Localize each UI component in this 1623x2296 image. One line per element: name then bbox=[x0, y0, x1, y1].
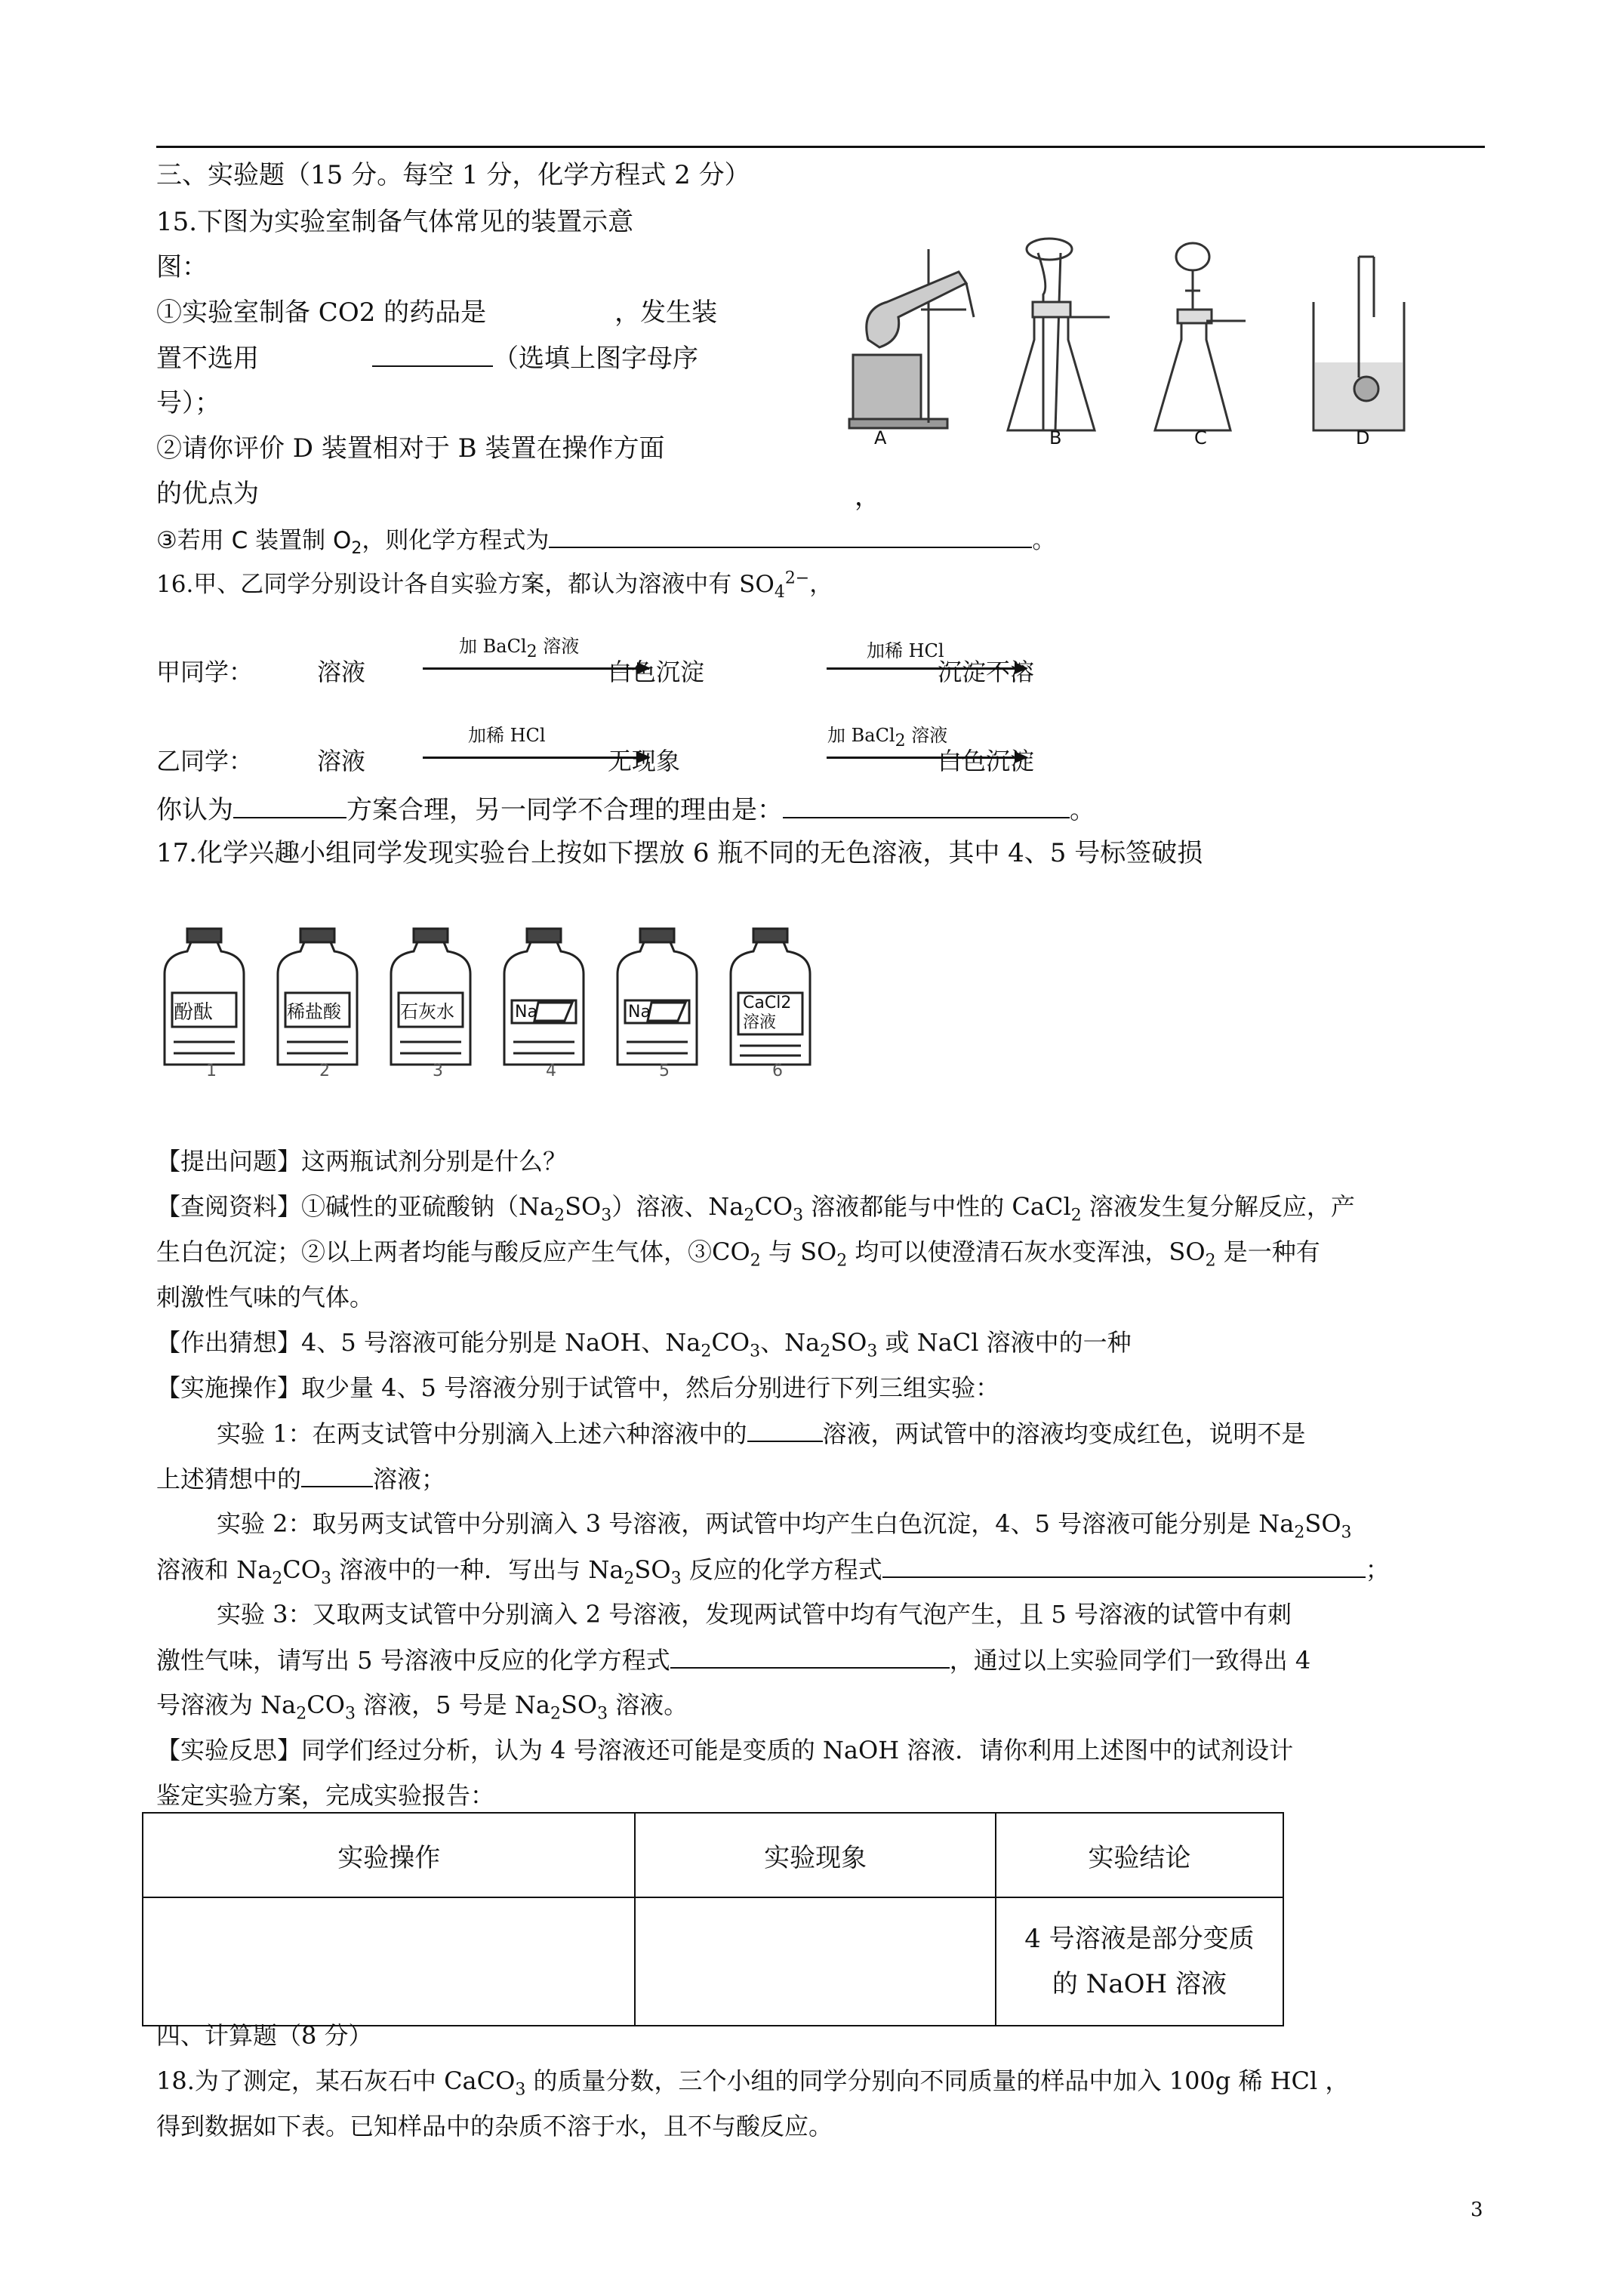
q15-line8: ③若用 C 装置制 $O_2$，则化学方程式为 。 bbox=[156, 524, 1055, 556]
exp2-blank-equation[interactable] bbox=[882, 1554, 1366, 1578]
yi-name: 乙同学： bbox=[156, 747, 254, 775]
q15-line3: ①实验室制备 CO2 的药品是 ，发生装 bbox=[156, 297, 718, 328]
q15-line2: 图： bbox=[156, 252, 208, 282]
bottle-5 bbox=[617, 929, 697, 1065]
apparatus-label-b: B bbox=[1049, 427, 1062, 448]
yi-mid: 无现象 bbox=[608, 747, 681, 775]
apparatus-label-c: C bbox=[1194, 427, 1207, 448]
q15-line6: ②请你评价 D 装置相对于 B 装置在操作方面 bbox=[156, 433, 665, 464]
q18-line1: 18.为了测定，某石灰石中 CaCO$_3$ 的质量分数，三个小组的同学分别向不同质量的样品中加入 100g 稀 HCl ， bbox=[156, 2066, 1350, 2100]
bottle-5-label: Na bbox=[628, 1003, 651, 1022]
q16-blank-scheme[interactable] bbox=[233, 794, 346, 818]
bottle-3-label: 石灰水 bbox=[400, 1001, 454, 1022]
cell-phenomenon-answer[interactable] bbox=[635, 1897, 995, 2026]
bottle-5-num: 5 bbox=[659, 1062, 670, 1080]
jia-start: 溶液 bbox=[317, 658, 366, 686]
experiment-report-table bbox=[142, 1812, 1284, 2026]
exp1-blank-2[interactable] bbox=[301, 1463, 373, 1487]
jia-name: 甲同学： bbox=[156, 658, 254, 686]
apparatus-a bbox=[849, 249, 974, 428]
exp3-blank-equation[interactable] bbox=[670, 1644, 950, 1669]
header-operation: 实验操作 bbox=[143, 1813, 635, 1897]
q17-exp3-line1: 实验 3：又取两支试管中分别滴入 2 号溶液，发现两试管中均有气泡产生，且 5 号溶液的试管中有刺 bbox=[217, 1600, 1292, 1629]
q17-operate: 【实施操作】取少量 4、5 号溶液分别于试管中，然后分别进行下列三组实验： bbox=[156, 1373, 1000, 1402]
apparatus-b bbox=[1008, 239, 1110, 430]
q17-raise-question: 【提出问题】这两瓶试剂分别是什么？ bbox=[156, 1147, 568, 1176]
bottle-6-label: CaCl2 溶液 bbox=[743, 994, 792, 1032]
q15-comma: ， bbox=[855, 482, 880, 512]
bottle-2-num: 2 bbox=[319, 1062, 330, 1080]
q17-reference-3: 刺激性气味的气体。 bbox=[156, 1283, 374, 1311]
header-phenomenon: 实验现象 bbox=[635, 1813, 995, 1897]
q15-line7: 的优点为 bbox=[156, 479, 259, 509]
top-rule bbox=[156, 146, 1485, 148]
q17-exp1-line1: 实验 1：在两支试管中分别滴入上述六种溶液中的 溶液，两试管中的溶液均变成红色，说明不是 bbox=[217, 1419, 1306, 1448]
header-conclusion: 实验结论 bbox=[996, 1813, 1283, 1897]
bottle-4 bbox=[504, 929, 584, 1065]
apparatus-c bbox=[1155, 243, 1246, 430]
q17-reference-1: 【查阅资料】①碱性的亚硫酸钠$(Na_2SO_3)$溶液、$Na_2CO_3$ 溶液都能与中性的 CaCl$_2$ 溶液发生复分解反应，产 bbox=[156, 1192, 1355, 1225]
q15-line1: 15.下图为实验室制备气体常见的装置示意 bbox=[156, 207, 634, 237]
yi-step1-reagent: 加稀 HCl bbox=[468, 725, 546, 746]
bottle-3-num: 3 bbox=[433, 1062, 443, 1080]
jia-step1-reagent: 加 BaCl$_2$ 溶液 bbox=[459, 636, 580, 661]
q15-line4: 置不选用 （选填上图字母序 bbox=[156, 344, 698, 374]
q16-conclusion: 你认为 方案合理，另一同学不合理的理由是： 。 bbox=[156, 795, 1095, 825]
q17-guess: 【作出猜想】4、5 号溶液可能分别是 NaOH、$Na_2CO_3$、$Na_2SO_3$ 或 NaCl 溶液中的一种 bbox=[156, 1328, 1132, 1361]
yi-end: 白色沉淀 bbox=[938, 747, 1035, 775]
cell-operation-answer[interactable] bbox=[143, 1897, 635, 2026]
report-row bbox=[143, 1897, 1283, 2026]
q16-blank-reason[interactable] bbox=[783, 794, 1070, 818]
q17-intro: 17.化学兴趣小组同学发现实验台上按如下摆放 6 瓶不同的无色溶液，其中 4、5 号标签破损 bbox=[156, 838, 1203, 868]
report-header-row bbox=[143, 1813, 1283, 1897]
bottle-6-num: 6 bbox=[772, 1062, 783, 1080]
q17-reference-2: 生白色沉淀；②以上两者均能与酸反应产生气体，$③CO_2$ 与 $SO_2$ 均可以使澄清石灰水变浑浊，$SO_2$ 是一种有 bbox=[156, 1237, 1320, 1271]
q17-exp3-line2: 激性气味，请写出 5 号溶液中反应的化学方程式 ，通过以上实验同学们一致得出 4 bbox=[156, 1646, 1311, 1675]
bottle-1-num: 1 bbox=[206, 1062, 217, 1080]
exp1-blank-1[interactable] bbox=[747, 1418, 823, 1442]
q17-exp2-line1: 实验 2：取另两支试管中分别滴入 3 号溶液，两试管中均产生白色沉淀，4、5 号溶液可能分别是 $Na_2SO_3$ bbox=[217, 1509, 1352, 1542]
section4-heading: 四、计算题（8 分） bbox=[156, 2021, 373, 2050]
jia-mid: 白色沉淀 bbox=[608, 658, 705, 686]
apparatus-label-d: D bbox=[1356, 427, 1370, 448]
q17-exp3-line3: 号溶液为 $Na_2CO_3$ 溶液，5 号是 $Na_2SO_3$ 溶液。 bbox=[156, 1690, 688, 1724]
q15-blank-equation[interactable] bbox=[549, 524, 1032, 548]
q16-intro: 16.甲、乙同学分别设计各自实验方案，都认为溶液中有 $SO_4^{2-}$， bbox=[156, 569, 833, 603]
bottle-4-num: 4 bbox=[546, 1062, 556, 1080]
bottle-4-label: Na bbox=[515, 1003, 537, 1022]
bottle-2-label: 稀盐酸 bbox=[287, 1001, 341, 1022]
jia-step2-reagent: 加稀 HCl bbox=[867, 640, 944, 661]
q17-exp1-line2: 上述猜想中的 溶液； bbox=[156, 1465, 446, 1493]
apparatus-figure bbox=[845, 227, 1449, 453]
bottles-figure bbox=[157, 921, 829, 1095]
yi-start: 溶液 bbox=[317, 747, 366, 775]
jia-end: 沉淀不溶 bbox=[938, 658, 1035, 686]
q15-line5: 号）； bbox=[156, 388, 220, 418]
cell-conclusion: 4 号溶液是部分变质 的 NaOH 溶液 bbox=[996, 1897, 1283, 2026]
apparatus-label-a: A bbox=[874, 427, 887, 448]
apparatus-d bbox=[1313, 257, 1404, 430]
yi-step2-reagent: 加 BaCl$_2$ 溶液 bbox=[827, 725, 948, 750]
q17-reflect-1: 【实验反思】同学们经过分析，认为 4 号溶液还可能是变质的 NaOH 溶液．请你利用上述图中的试剂设计 bbox=[156, 1736, 1294, 1764]
page-number: 3 bbox=[1471, 2199, 1483, 2221]
q15-blank-apparatus[interactable] bbox=[372, 343, 493, 367]
q18-line2: 得到数据如下表。已知样品中的杂质不溶于水，且不与酸反应。 bbox=[156, 2112, 833, 2140]
section3-heading: 三、实验题（15 分。每空 1 分，化学方程式 2 分） bbox=[156, 160, 750, 190]
q17-exp2-line2: 溶液和 $Na_2CO_3$ 溶液中的一种．写出与 $Na_2SO_3$ 反应的化学方程式 ； bbox=[156, 1555, 1390, 1589]
q17-reflect-2: 鉴定实验方案，完成实验报告： bbox=[156, 1781, 495, 1810]
bottle-1-label: 酚酞 bbox=[174, 1001, 214, 1024]
